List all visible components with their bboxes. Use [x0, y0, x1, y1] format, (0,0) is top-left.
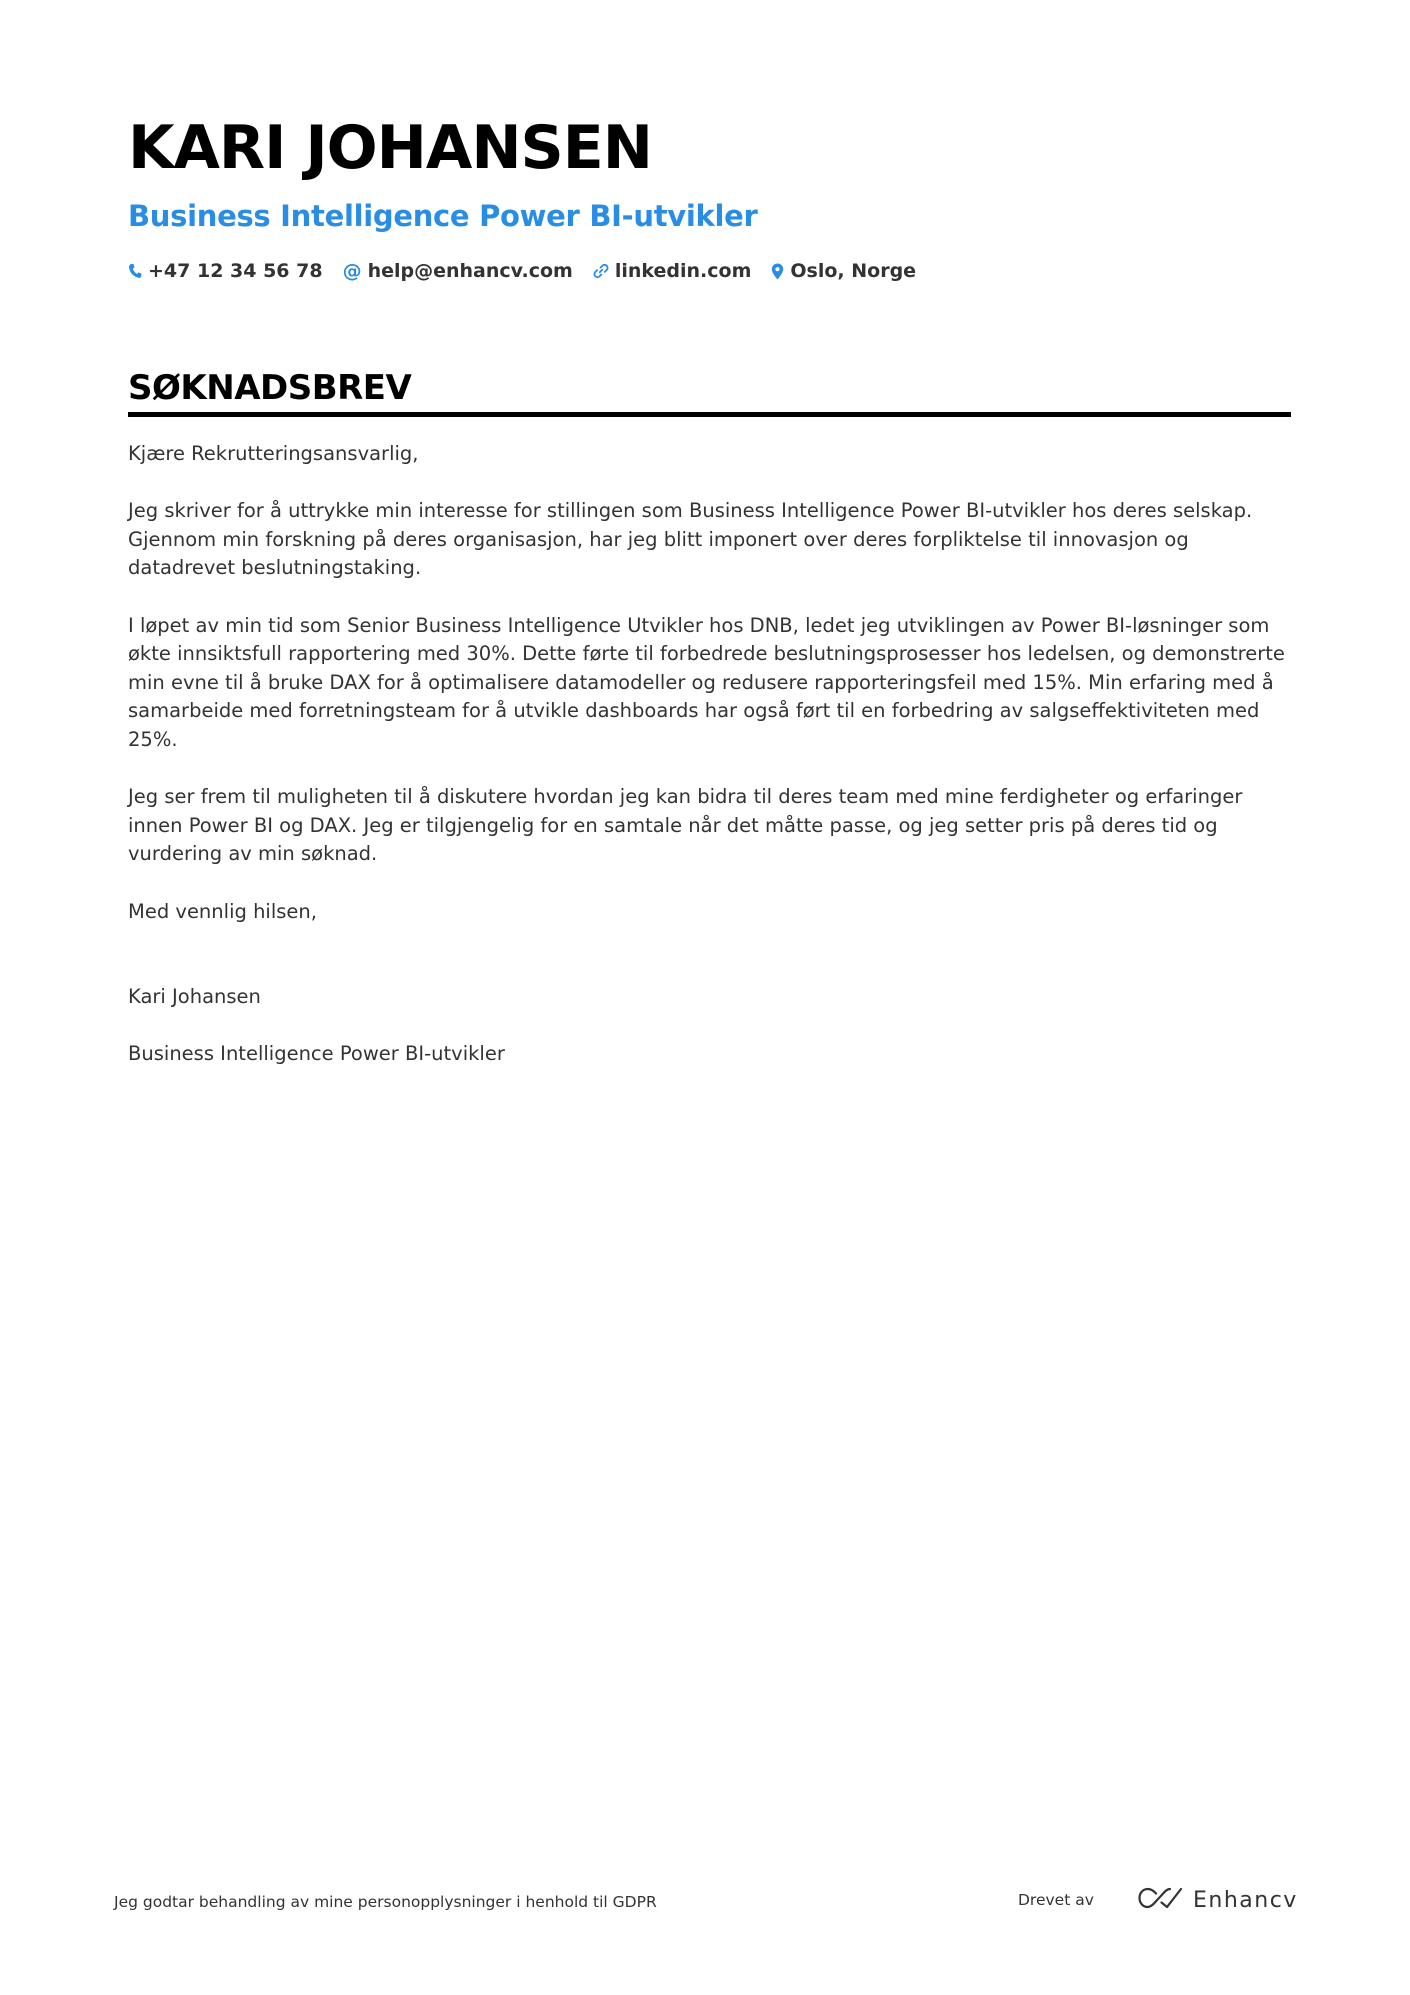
gdpr-consent: Jeg godtar behandling av mine personopplysninger i henhold til GDPR: [114, 1893, 657, 1911]
enhancv-logo-icon: [1137, 1886, 1183, 1914]
letter-body: [128, 440, 1300, 1097]
email-text[interactable]: help@enhancv.com: [367, 260, 573, 282]
letter-paragraph-2: I løpet av min tid som Senior Business Intelligence Utvikler hos DNB, ledet jeg utviklingen av Power BI-løsninger som økte innsiktsfull rapportering med 30%. Dette førte til forbedrede beslutningsprosesser hos ledelsen, og demonstrerte min evne til å bruke DAX for å optimalisere datamodeller og redusere rapporteringsfeil med 15%. Min erfaring med å samarbeide med forretningsteam for å utvikle dashboards har også ført til en forbedring av salgseffektiviteten med 25%.: [128, 613, 1285, 751]
phone-icon: [128, 263, 142, 279]
powered-by-label: Drevet av: [1018, 1891, 1094, 1909]
letter-paragraph-1: Jeg skriver for å uttrykke min interesse for stillingen som Business Intelligence Power BI-utvikler hos deres selskap. Gjennom min forskning på deres organisasjon, har jeg blitt imponert over deres forpliktelse til innovasjon og datadrevet beslutningstaking.: [128, 499, 1253, 580]
applicant-name: KARI JOHANSEN: [128, 113, 652, 183]
section-title: SØKNADSBREV: [128, 368, 412, 408]
at-icon: @: [342, 260, 362, 282]
contact-linkedin[interactable]: [593, 260, 752, 282]
location-pin-icon: [771, 263, 784, 280]
brand-logo[interactable]: [1137, 1882, 1298, 1918]
contact-phone: [128, 260, 323, 282]
location-text: Oslo, Norge: [790, 260, 917, 282]
section-divider: [128, 412, 1291, 417]
link-icon: [593, 263, 609, 279]
job-title: Business Intelligence Power BI-utvikler: [128, 199, 758, 233]
signature-name: Kari Johansen: [128, 985, 261, 1009]
letter-section-header: [128, 366, 1291, 417]
letter-greeting: Kjære Rekrutteringsansvarlig,: [128, 442, 419, 465]
phone-text: +47 12 34 56 78: [148, 260, 323, 282]
brand-name: Enhancv: [1193, 1887, 1298, 1913]
contact-email[interactable]: [343, 260, 573, 282]
header: [128, 108, 1288, 286]
contact-bar: [128, 256, 1288, 286]
letter-closing: Med vennlig hilsen,: [128, 899, 317, 923]
contact-location: [771, 260, 916, 282]
linkedin-text[interactable]: linkedin.com: [614, 260, 752, 282]
signature-title: Business Intelligence Power BI-utvikler: [128, 1042, 505, 1066]
letter-paragraph-3: Jeg ser frem til muligheten til å diskutere hvordan jeg kan bidra til deres team med mine ferdigheter og erfaringer innen Power BI og DAX. Jeg er tilgjengelig for en samtale når det måtte passe, og jeg setter pris på deres tid og vurdering av min søknad.: [128, 785, 1243, 866]
